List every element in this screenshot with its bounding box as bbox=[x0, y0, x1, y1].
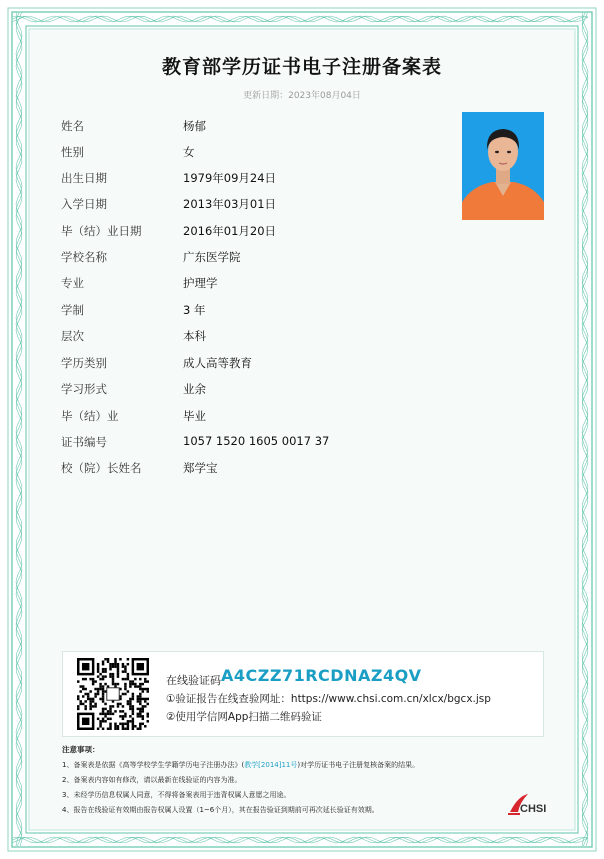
field-label: 出生日期 bbox=[61, 171, 107, 185]
field-label: 学习形式 bbox=[61, 382, 107, 396]
field-value: 3 年 bbox=[183, 303, 206, 317]
verification-app-line: ②使用学信网App扫描二维码验证 bbox=[166, 711, 322, 723]
notes-heading: 注意事项： bbox=[62, 745, 100, 754]
field-value: 1057 1520 1605 0017 37 bbox=[183, 434, 330, 448]
note-item-1 bbox=[62, 760, 419, 770]
student-photo bbox=[462, 112, 544, 220]
qr-code-icon[interactable] bbox=[77, 658, 149, 730]
field-label: 证书编号 bbox=[61, 435, 107, 449]
verification-box bbox=[62, 651, 544, 737]
note-item-2: 2、备案表内容如有修改，请以最新在线验证的内容为准。 bbox=[62, 776, 242, 784]
field-label: 层次 bbox=[61, 329, 84, 343]
note-item-3: 3、未经学历信息权属人同意，不得将备案表用于违背权属人意愿之用途。 bbox=[62, 791, 291, 799]
field-label: 毕（结）业 bbox=[61, 409, 119, 423]
field-value: 成人高等教育 bbox=[183, 356, 252, 370]
field-value: 女 bbox=[183, 145, 195, 159]
field-value: 杨郁 bbox=[183, 119, 206, 133]
regulation-link[interactable]: 教学[2014]11号 bbox=[244, 761, 298, 769]
field-value: 2013年03月01日 bbox=[183, 197, 277, 211]
field-label: 姓名 bbox=[61, 119, 84, 133]
field-label: 性别 bbox=[61, 145, 84, 159]
field-label: 学历类别 bbox=[61, 356, 107, 370]
field-value: 毕业 bbox=[183, 409, 206, 423]
field-label: 学制 bbox=[61, 303, 84, 317]
field-value: 郑学宝 bbox=[183, 461, 218, 475]
chsi-logo-text: CHSI bbox=[520, 803, 547, 815]
field-value: 业余 bbox=[183, 382, 206, 396]
field-value: 1979年09月24日 bbox=[183, 171, 277, 185]
verification-code: A4CZZ71RCDNAZ4QV bbox=[221, 666, 422, 685]
page-title: 教育部学历证书电子注册备案表 bbox=[161, 56, 442, 78]
field-label: 毕（结）业日期 bbox=[61, 224, 142, 238]
note-text: )对学历证书电子注册复核备案的结果。 bbox=[297, 761, 420, 769]
field-label: 入学日期 bbox=[61, 197, 107, 211]
field-label: 学校名称 bbox=[61, 250, 107, 264]
notes-section bbox=[62, 744, 532, 814]
verification-code-label: 在线验证码 bbox=[166, 674, 221, 687]
field-value: 2016年01月20日 bbox=[183, 224, 277, 238]
field-value: 本科 bbox=[183, 329, 206, 343]
verification-url-line: ①验证报告在线查验网址：https://www.chsi.com.cn/xlcx/bgcx.jsp bbox=[166, 693, 491, 705]
note-item-4: 4、报告在线验证有效期由报告权属人设置（1~6个月），其在报告验证到期前可再次延长验证有效期。 bbox=[62, 806, 379, 814]
field-value: 护理学 bbox=[183, 276, 218, 290]
field-label: 校（院）长姓名 bbox=[61, 461, 142, 475]
note-text: 1、备案表是依据《高等学校学生学籍学历电子注册办法》( bbox=[62, 761, 245, 769]
update-date: 更新日期：2023年08月04日 bbox=[243, 91, 361, 101]
field-value: 广东医学院 bbox=[183, 250, 241, 264]
field-label: 专业 bbox=[61, 276, 84, 290]
